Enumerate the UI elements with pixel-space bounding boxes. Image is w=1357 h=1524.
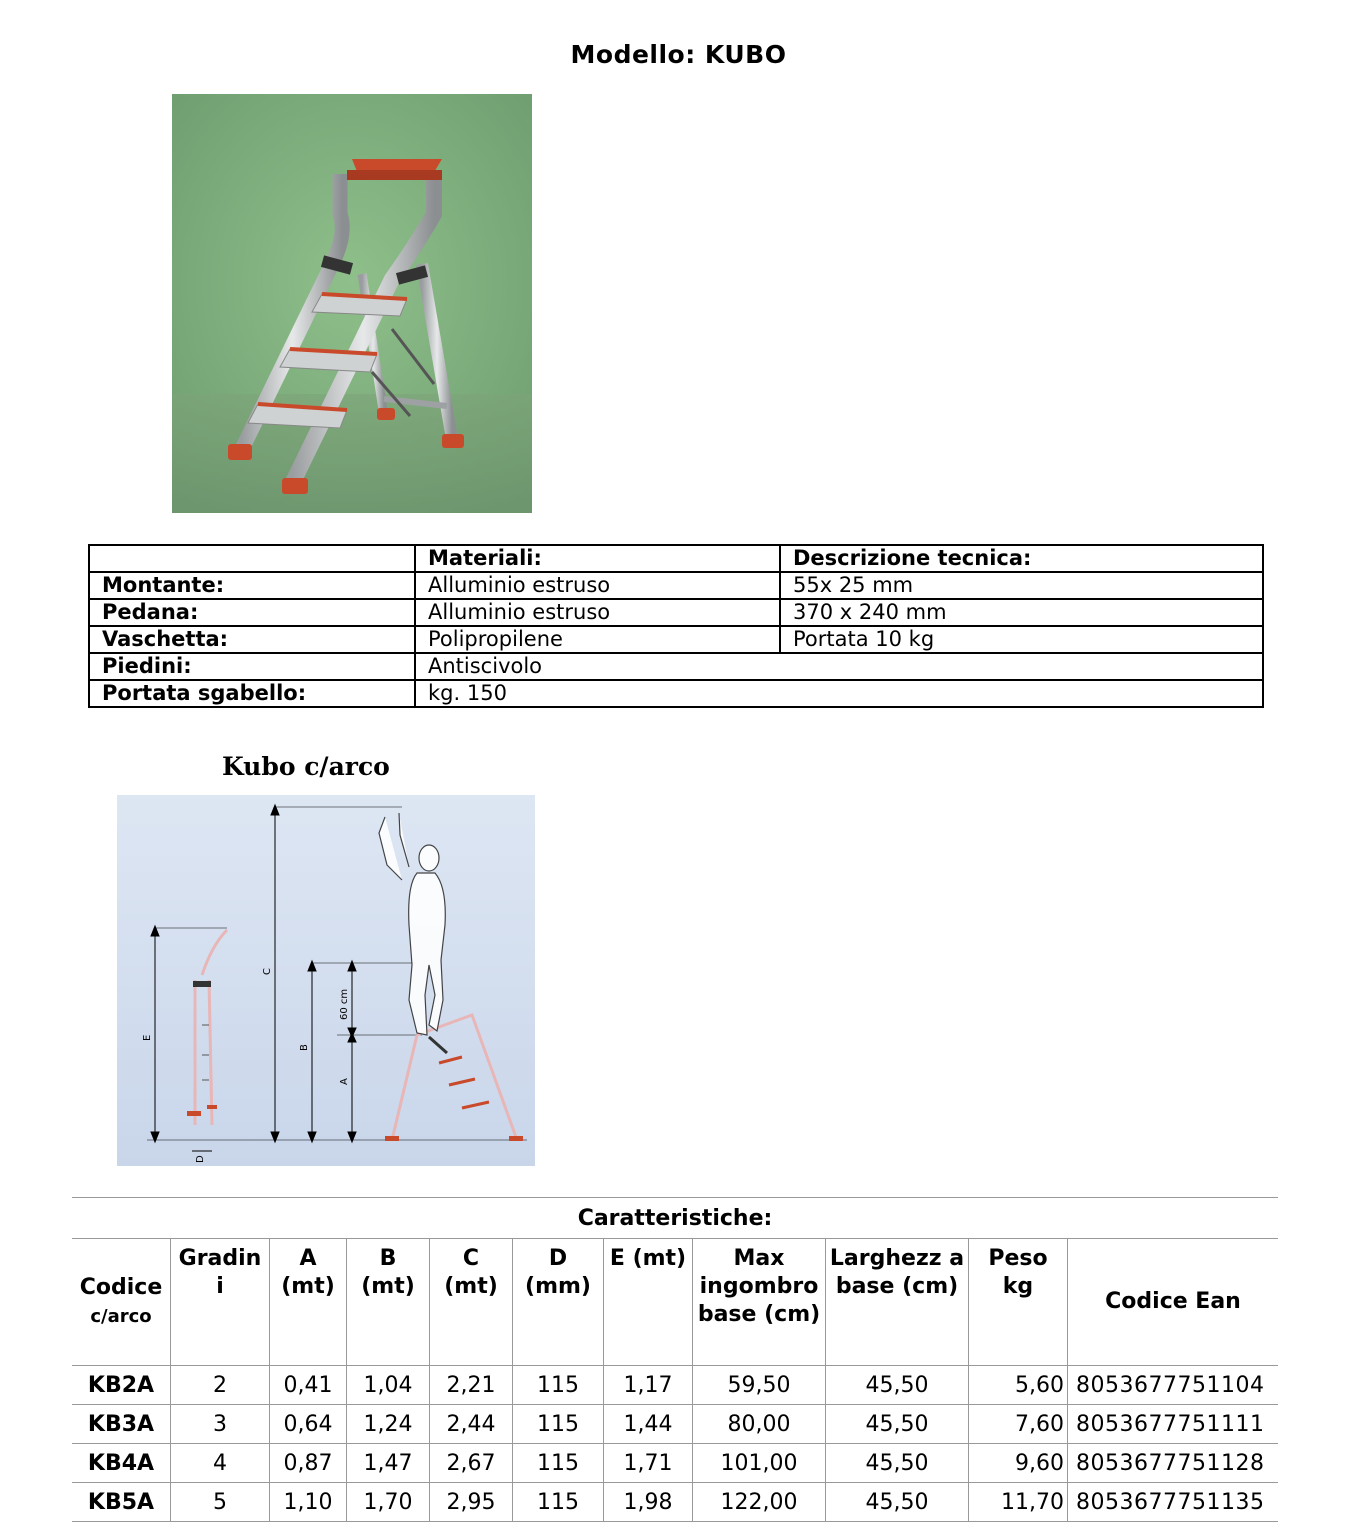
cell-gradini: 3 bbox=[171, 1405, 270, 1444]
cell-max: 122,00 bbox=[693, 1483, 826, 1522]
header-a: A (mt) bbox=[270, 1239, 347, 1366]
table-caption: Caratteristiche: bbox=[72, 1198, 1278, 1239]
cell-b: 1,47 bbox=[347, 1444, 430, 1483]
cell-e: 1,44 bbox=[604, 1405, 693, 1444]
cell-d: 115 bbox=[513, 1366, 604, 1405]
cell-a: 0,64 bbox=[270, 1405, 347, 1444]
materials-row bbox=[89, 680, 1263, 707]
cell-gradini: 5 bbox=[171, 1483, 270, 1522]
cell-d: 115 bbox=[513, 1483, 604, 1522]
cell-codice: KB5A bbox=[72, 1483, 171, 1522]
header-d: D (mm) bbox=[513, 1239, 604, 1366]
row-material: Alluminio estruso bbox=[415, 572, 780, 599]
materials-row bbox=[89, 653, 1263, 680]
label-b: B bbox=[299, 1044, 310, 1051]
row-material: Alluminio estruso bbox=[415, 599, 780, 626]
header-ean: Codice Ean bbox=[1068, 1239, 1279, 1366]
cell-c: 2,21 bbox=[430, 1366, 513, 1405]
cell-max: 59,50 bbox=[693, 1366, 826, 1405]
cell-larghezza: 45,50 bbox=[826, 1483, 969, 1522]
dimension-diagram bbox=[117, 795, 535, 1166]
header-max-ingombro: Max ingombro base (cm) bbox=[693, 1239, 826, 1366]
header-peso: Peso kg bbox=[969, 1239, 1068, 1366]
cell-c: 2,67 bbox=[430, 1444, 513, 1483]
header-e: E (mt) bbox=[604, 1239, 693, 1366]
header-b: B (mt) bbox=[347, 1239, 430, 1366]
section-heading: Kubo c/arco bbox=[222, 752, 390, 781]
cell-gradini: 4 bbox=[171, 1444, 270, 1483]
header-gradini: Gradin i bbox=[171, 1239, 270, 1366]
row-description: 370 x 240 mm bbox=[780, 599, 1263, 626]
cell-ean: 8053677751104 bbox=[1068, 1366, 1279, 1405]
header-codice-sub: c/arco bbox=[90, 1305, 152, 1327]
cell-a: 0,41 bbox=[270, 1366, 347, 1405]
cell-ean: 8053677751128 bbox=[1068, 1444, 1279, 1483]
header-c: C (mt) bbox=[430, 1239, 513, 1366]
cell-b: 1,24 bbox=[347, 1405, 430, 1444]
cell-larghezza: 45,50 bbox=[826, 1444, 969, 1483]
row-label: Montante: bbox=[89, 572, 415, 599]
row-label: Portata sgabello: bbox=[89, 680, 415, 707]
materials-row bbox=[89, 599, 1263, 626]
cell-peso: 7,60 bbox=[969, 1405, 1068, 1444]
page-title: Modello: KUBO bbox=[570, 40, 787, 69]
cell-max: 80,00 bbox=[693, 1405, 826, 1444]
materials-row bbox=[89, 626, 1263, 653]
materials-header-row bbox=[89, 545, 1263, 572]
row-material: kg. 150 bbox=[415, 680, 1263, 707]
header-descrizione: Descrizione tecnica: bbox=[780, 545, 1263, 572]
cell-b: 1,70 bbox=[347, 1483, 430, 1522]
header-codice bbox=[72, 1239, 171, 1366]
label-a: A bbox=[339, 1078, 350, 1085]
header-larghezza: Larghezz a base (cm) bbox=[826, 1239, 969, 1366]
cell-codice: KB2A bbox=[72, 1366, 171, 1405]
header-materiali: Materiali: bbox=[415, 545, 780, 572]
row-material: Polipropilene bbox=[415, 626, 780, 653]
characteristics-table bbox=[72, 1197, 1278, 1522]
header-codice-label: Codice bbox=[79, 1274, 163, 1300]
cell-a: 1,10 bbox=[270, 1483, 347, 1522]
cell-max: 101,00 bbox=[693, 1444, 826, 1483]
row-description: 55x 25 mm bbox=[780, 572, 1263, 599]
cell-b: 1,04 bbox=[347, 1366, 430, 1405]
cell-d: 115 bbox=[513, 1444, 604, 1483]
row-material: Antiscivolo bbox=[415, 653, 1263, 680]
cell-d: 115 bbox=[513, 1405, 604, 1444]
cell-ean: 8053677751135 bbox=[1068, 1483, 1279, 1522]
row-label: Piedini: bbox=[89, 653, 415, 680]
cell-larghezza: 45,50 bbox=[826, 1405, 969, 1444]
caption-row bbox=[72, 1198, 1278, 1239]
cell-e: 1,71 bbox=[604, 1444, 693, 1483]
header-empty bbox=[89, 545, 415, 572]
row-label: Pedana: bbox=[89, 599, 415, 626]
header-row bbox=[72, 1239, 1278, 1366]
cell-c: 2,95 bbox=[430, 1483, 513, 1522]
cell-larghezza: 45,50 bbox=[826, 1366, 969, 1405]
label-d: D bbox=[195, 1155, 206, 1163]
cell-codice: KB3A bbox=[72, 1405, 171, 1444]
cell-ean: 8053677751111 bbox=[1068, 1405, 1279, 1444]
materials-table bbox=[88, 544, 1264, 708]
table-row bbox=[72, 1405, 1278, 1444]
product-photo bbox=[172, 94, 532, 513]
cell-codice: KB4A bbox=[72, 1444, 171, 1483]
row-description: Portata 10 kg bbox=[780, 626, 1263, 653]
cell-a: 0,87 bbox=[270, 1444, 347, 1483]
label-60cm: 60 cm bbox=[339, 988, 350, 1020]
cell-peso: 5,60 bbox=[969, 1366, 1068, 1405]
label-e: E bbox=[142, 1034, 153, 1041]
cell-peso: 11,70 bbox=[969, 1483, 1068, 1522]
cell-e: 1,98 bbox=[604, 1483, 693, 1522]
label-c: C bbox=[262, 968, 273, 975]
materials-row bbox=[89, 572, 1263, 599]
cell-c: 2,44 bbox=[430, 1405, 513, 1444]
table-row bbox=[72, 1366, 1278, 1405]
cell-peso: 9,60 bbox=[969, 1444, 1068, 1483]
cell-e: 1,17 bbox=[604, 1366, 693, 1405]
table-row bbox=[72, 1444, 1278, 1483]
cell-gradini: 2 bbox=[171, 1366, 270, 1405]
row-label: Vaschetta: bbox=[89, 626, 415, 653]
table-row bbox=[72, 1483, 1278, 1522]
